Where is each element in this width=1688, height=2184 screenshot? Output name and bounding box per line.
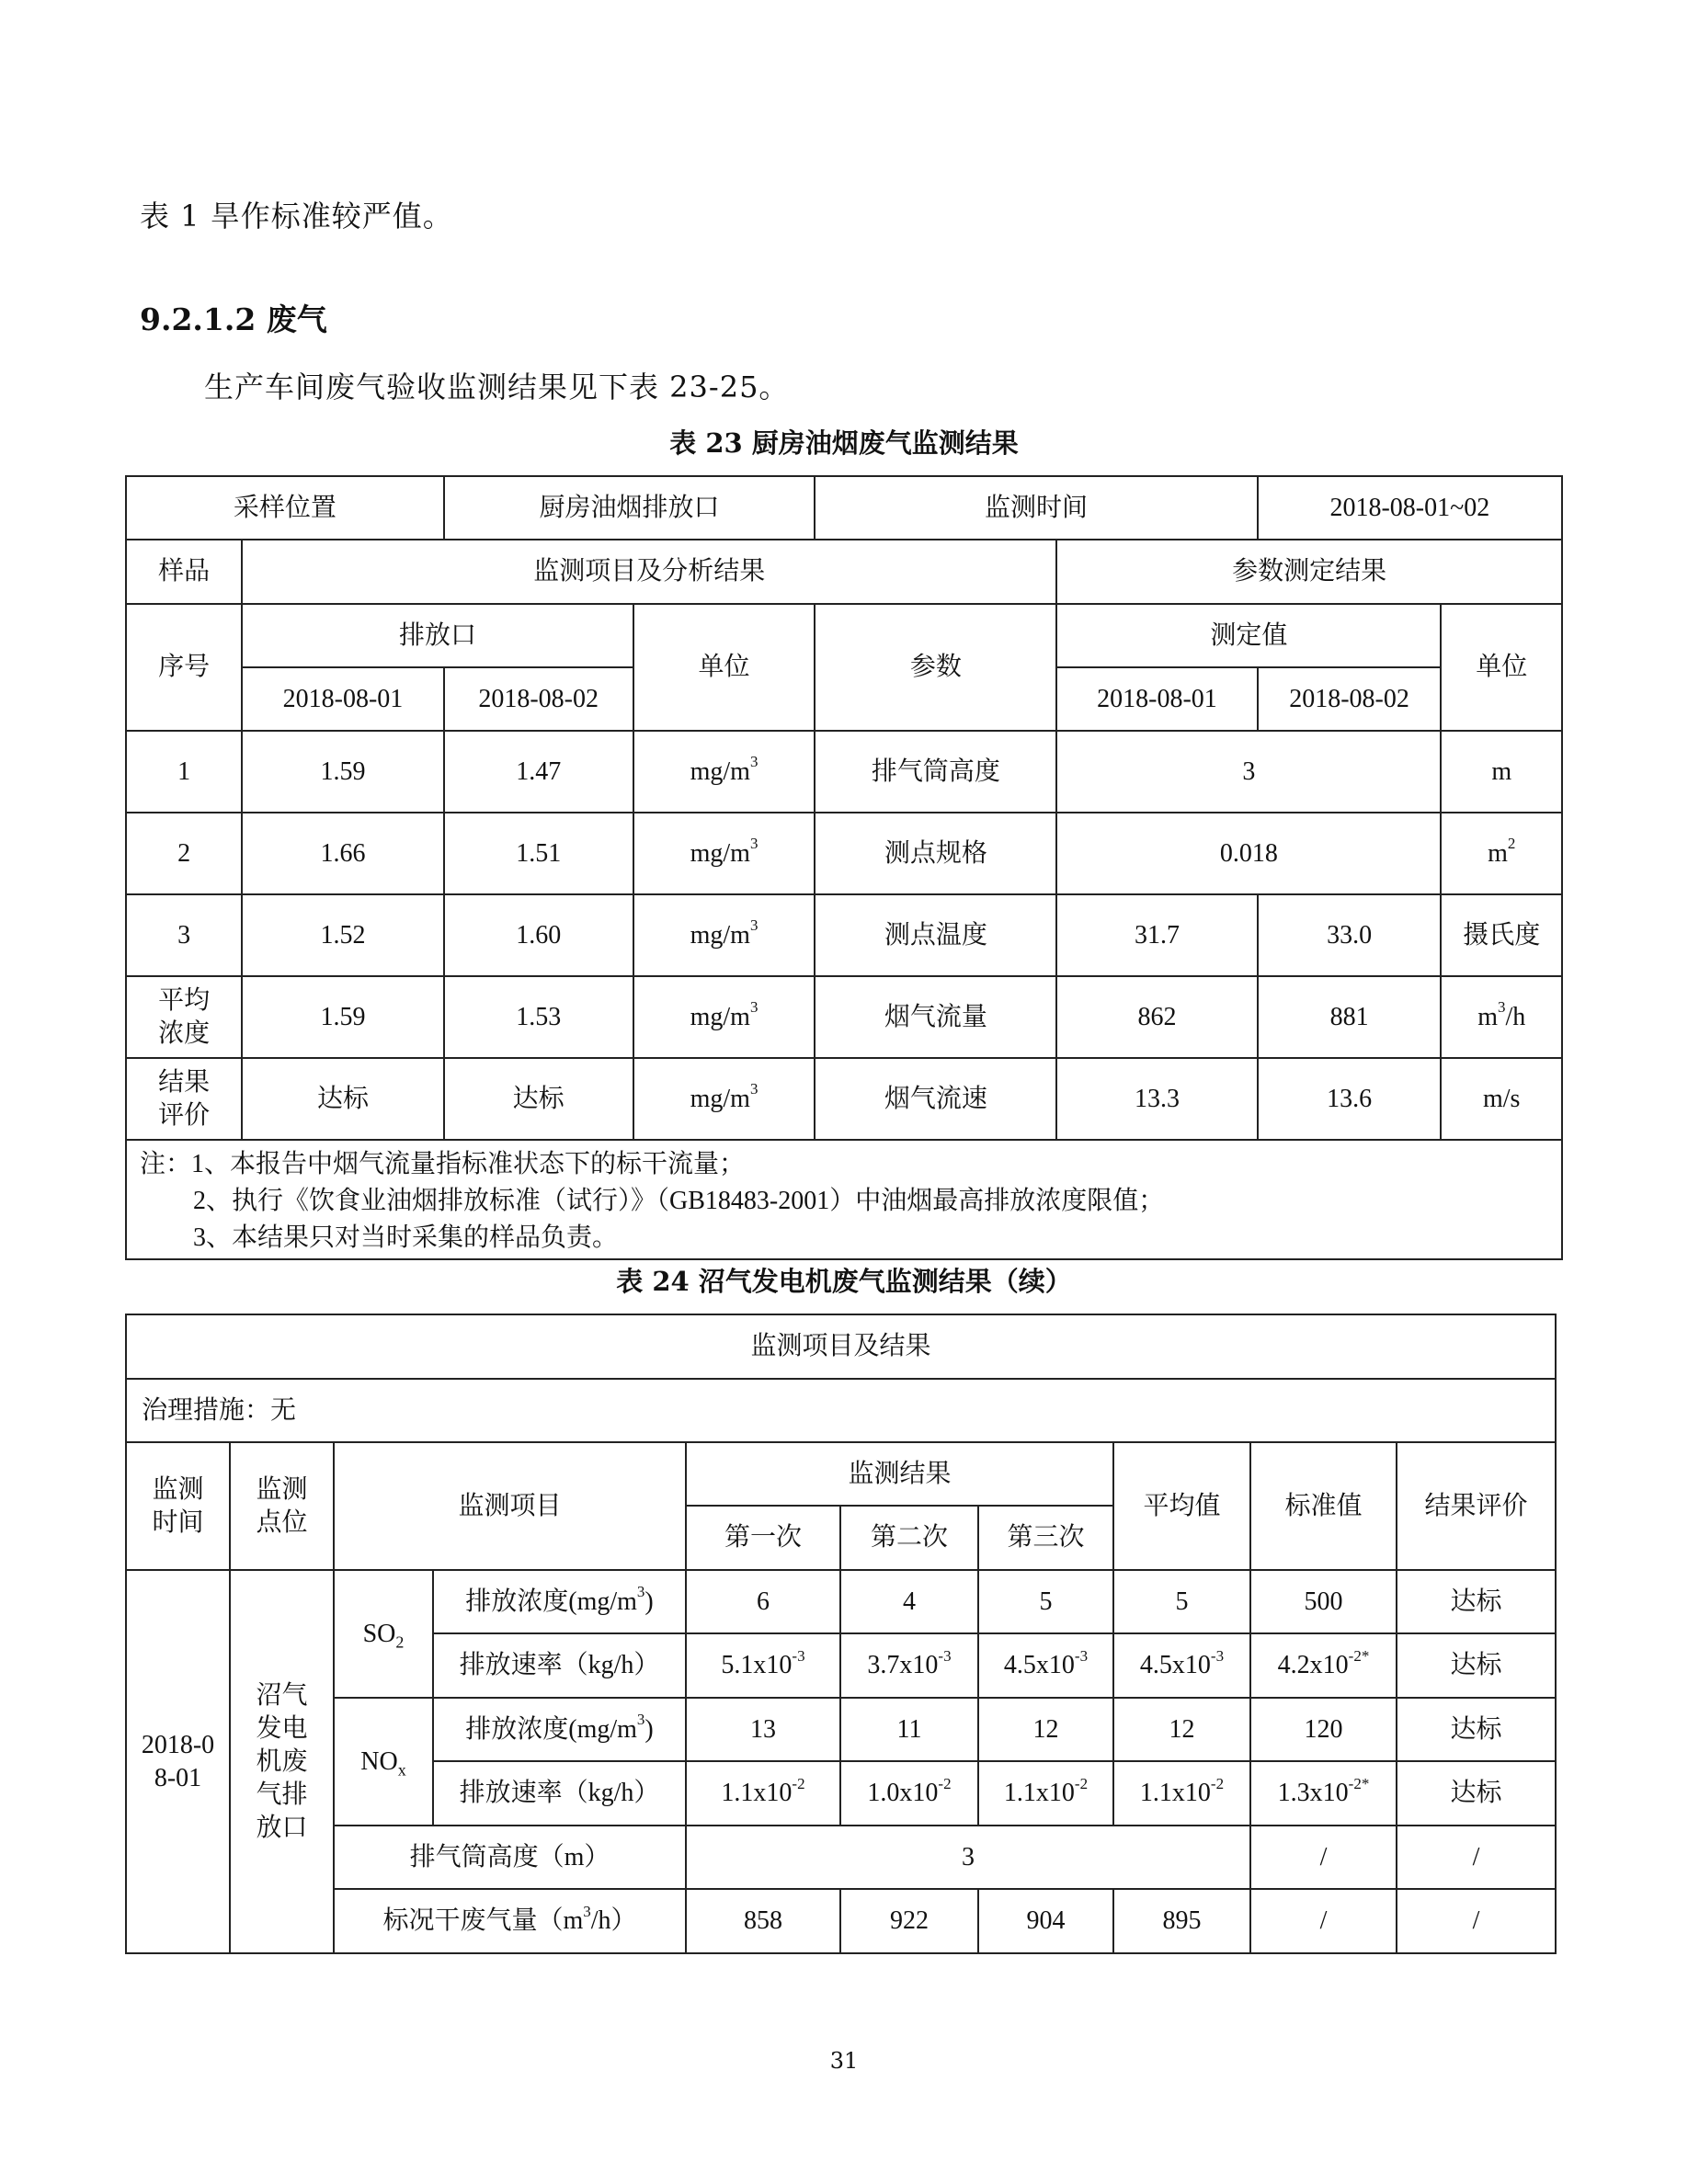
table-row [126, 1889, 1556, 1953]
unit2-header: 单位 [1441, 604, 1562, 731]
note-line: 注：1、本报告中烟气流量指标准状态下的标干流量； [140, 1150, 746, 1178]
unit-cell: $mg/m^3$ [633, 976, 815, 1058]
param-cell: 烟气流量 [815, 976, 1056, 1058]
monitor-time-value: 2018-08-01~02 [1258, 476, 1562, 540]
unit-cell: $mg/m^3$ [633, 813, 815, 894]
item-cell: 排放浓度$(mg/m^3)$ [433, 1570, 686, 1633]
unit-header: 单位 [633, 604, 815, 731]
sample-label: 样品 [126, 540, 242, 604]
table-row [126, 1570, 1556, 1633]
run-header: 第一次 [686, 1506, 840, 1570]
run-header: 第二次 [840, 1506, 978, 1570]
value-cell: 12 [978, 1698, 1113, 1761]
value-cell: $4.5x10^{-3}$ [978, 1633, 1113, 1698]
param-value-cell: 862 [1056, 976, 1257, 1058]
eval-header: 结果评价 [1397, 1442, 1556, 1570]
param-cell: 测点温度 [815, 894, 1056, 976]
param-value-cell: 33.0 [1258, 894, 1442, 976]
seq-cell: 1 [126, 731, 242, 813]
date-header: 2018-08-01 [1056, 667, 1257, 731]
monitor-time-label: 监测时间 [815, 476, 1257, 540]
value-cell: 1.47 [444, 731, 633, 813]
value-cell: 4 [840, 1570, 978, 1633]
table-row [126, 813, 1562, 894]
date-header: 2018-08-02 [1258, 667, 1442, 731]
value-cell: 5 [978, 1570, 1113, 1633]
param-unit-cell: $m^2$ [1441, 813, 1562, 894]
item-cell: 排放速率（kg/h） [433, 1761, 686, 1826]
std-cell: $1.3x10^{-2*}$ [1250, 1761, 1397, 1826]
intro-line-2: 生产车间废气验收监测结果见下表 23-25。 [204, 370, 790, 404]
param-value-cell: 881 [1258, 976, 1442, 1058]
param-unit-cell: m [1441, 731, 1562, 813]
treatment-measure: 治理措施：无 [126, 1379, 1556, 1442]
analysis-results-header: 监测项目及分析结果 [242, 540, 1056, 604]
table-notes [126, 1140, 1562, 1259]
item-cell: 标况干废气量$(m^3/h)$ [334, 1889, 686, 1953]
value-cell: 达标 [242, 1058, 443, 1140]
unit-cell: $mg/m^3$ [633, 1058, 815, 1140]
item-cell: 排放速率（kg/h） [433, 1633, 686, 1698]
run-header: 第三次 [978, 1506, 1113, 1570]
value-cell: 达标 [444, 1058, 633, 1140]
seq-cell: 3 [126, 894, 242, 976]
value-cell: 1.60 [444, 894, 633, 976]
measured-header: 测定值 [1056, 604, 1441, 667]
value-cell: 922 [840, 1889, 978, 1953]
table-row [126, 1698, 1556, 1761]
eval-cell: 达标 [1397, 1570, 1556, 1633]
param-value-cell: 13.6 [1258, 1058, 1442, 1140]
value-cell: $3.7x10^{-3}$ [840, 1633, 978, 1698]
avg-cell: $1.1x10^{-2}$ [1113, 1761, 1250, 1826]
param-unit-cell: 摄氏度 [1441, 894, 1562, 976]
parameter-results-header: 参数测定结果 [1056, 540, 1562, 604]
avg-cell: $4.5x10^{-3}$ [1113, 1633, 1250, 1698]
eval-cell: / [1397, 1826, 1556, 1889]
seq-cell: 结果 评价 [126, 1058, 242, 1140]
point-header: 监测 点位 [230, 1442, 334, 1570]
sampling-location-label: 采样位置 [126, 476, 444, 540]
param-value-cell: 31.7 [1056, 894, 1257, 976]
value-cell: 1.66 [242, 813, 443, 894]
value-cell: $1.1x10^{-2}$ [686, 1761, 840, 1826]
value-cell: 858 [686, 1889, 840, 1953]
param-header: 参数 [815, 604, 1056, 731]
intro-line-1: 表 1 旱作标准较严值。 [140, 199, 453, 233]
section-heading: 9.2.1.2 废气 [140, 301, 327, 337]
eval-cell: 达标 [1397, 1698, 1556, 1761]
note-line: 2、执行《饮食业油烟排放标准（试行）》（GB18483-2001）中油烟最高排放浓度限值； [193, 1187, 1165, 1215]
seq-cell: 平均 浓度 [126, 976, 242, 1058]
so2-label: $SO_2$ [334, 1570, 433, 1698]
value-cell: 11 [840, 1698, 978, 1761]
avg-cell: 12 [1113, 1698, 1250, 1761]
avg-cell: 895 [1113, 1889, 1250, 1953]
seq-cell: 2 [126, 813, 242, 894]
seq-header: 序号 [126, 604, 242, 731]
std-header: 标准值 [1250, 1442, 1397, 1570]
unit-cell: $mg/m^3$ [633, 894, 815, 976]
std-cell: 500 [1250, 1570, 1397, 1633]
param-value-cell: 13.3 [1056, 1058, 1257, 1140]
std-cell: $4.2x10^{-2*}$ [1250, 1633, 1397, 1698]
value-cell: 1.52 [242, 894, 443, 976]
time-header: 监测 时间 [126, 1442, 230, 1570]
value-cell: 1.53 [444, 976, 633, 1058]
page-number: 31 [829, 2048, 859, 2074]
table-row [126, 976, 1562, 1058]
sampling-location-value: 厨房油烟排放口 [444, 476, 815, 540]
std-cell: / [1250, 1826, 1397, 1889]
param-value-cell: 0.018 [1056, 813, 1441, 894]
date-header: 2018-08-02 [444, 667, 633, 731]
table-24-title: 监测项目及结果 [126, 1314, 1556, 1379]
value-cell: $1.0x10^{-2}$ [840, 1761, 978, 1826]
param-cell: 烟气流速 [815, 1058, 1056, 1140]
table-24-caption: 表 24 沼气发电机废气监测结果（续） [616, 1266, 1072, 1297]
item-cell: 排气筒高度（m） [334, 1826, 686, 1889]
table-23-caption: 表 23 厨房油烟废气监测结果 [669, 427, 1019, 459]
param-value-cell: 3 [1056, 731, 1441, 813]
point-cell: 沼气 发电 机废 气排 放口 [230, 1570, 334, 1953]
value-cell: 1.59 [242, 731, 443, 813]
value-cell: 6 [686, 1570, 840, 1633]
eval-cell: / [1397, 1889, 1556, 1953]
avg-cell: 5 [1113, 1570, 1250, 1633]
result-header: 监测结果 [686, 1442, 1113, 1506]
value-cell: $5.1x10^{-3}$ [686, 1633, 840, 1698]
param-unit-cell: $m^3/h$ [1441, 976, 1562, 1058]
note-line: 3、本结果只对当时采集的样品负责。 [193, 1223, 619, 1252]
eval-cell: 达标 [1397, 1761, 1556, 1826]
value-cell: 1.51 [444, 813, 633, 894]
param-cell: 排气筒高度 [815, 731, 1056, 813]
item-cell: 排放浓度$(mg/m^3)$ [433, 1698, 686, 1761]
unit-cell: $mg/m^3$ [633, 731, 815, 813]
value-cell: 1.59 [242, 976, 443, 1058]
eval-cell: 达标 [1397, 1633, 1556, 1698]
table-row [126, 1058, 1562, 1140]
date-header: 2018-08-01 [242, 667, 443, 731]
nox-label: $NO_x$ [334, 1698, 433, 1826]
value-cell: 904 [978, 1889, 1113, 1953]
table-23 [125, 475, 1563, 1260]
value-cell: 13 [686, 1698, 840, 1761]
param-unit-cell: m/s [1441, 1058, 1562, 1140]
outlet-header: 排放口 [242, 604, 633, 667]
param-cell: 测点规格 [815, 813, 1056, 894]
value-cell: $1.1x10^{-2}$ [978, 1761, 1113, 1826]
table-row [126, 894, 1562, 976]
avg-header: 平均值 [1113, 1442, 1250, 1570]
table-24 [125, 1314, 1557, 1954]
table-row [126, 731, 1562, 813]
std-cell: 120 [1250, 1698, 1397, 1761]
date-cell: 2018-0 8-01 [126, 1570, 230, 1953]
value-cell: 3 [686, 1826, 1250, 1889]
std-cell: / [1250, 1889, 1397, 1953]
item-header: 监测项目 [334, 1442, 686, 1570]
table-row [126, 1826, 1556, 1889]
